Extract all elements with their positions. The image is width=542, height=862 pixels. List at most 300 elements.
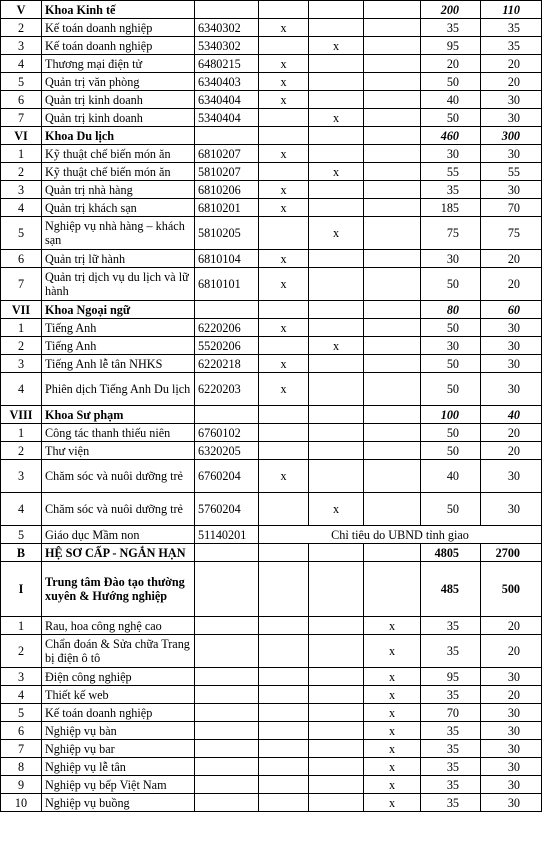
level-intermediate-mark-cell bbox=[309, 635, 364, 668]
program-name-cell: Chăm sóc và nuôi dưỡng trẻ bbox=[42, 460, 195, 493]
level-intermediate-mark-cell bbox=[309, 776, 364, 794]
program-name-cell: Khoa Ngoại ngữ bbox=[42, 301, 195, 319]
row-number-cell: 3 bbox=[1, 668, 42, 686]
program-name-cell: Quản trị kinh doanh bbox=[42, 91, 195, 109]
level-college-mark-cell bbox=[259, 617, 309, 635]
quota-target-cell: 20 bbox=[481, 686, 542, 704]
level-elementary-mark-cell bbox=[364, 355, 421, 373]
quota-target-cell: 30 bbox=[481, 181, 542, 199]
program-code-cell: 6810101 bbox=[195, 268, 259, 301]
program-code-cell: 5520206 bbox=[195, 337, 259, 355]
level-college-mark-cell: x bbox=[259, 199, 309, 217]
program-code-cell bbox=[195, 722, 259, 740]
level-intermediate-mark-cell bbox=[309, 668, 364, 686]
table-row bbox=[1, 373, 542, 406]
table-row bbox=[1, 37, 542, 55]
level-elementary-mark-cell bbox=[364, 55, 421, 73]
row-number-cell: 5 bbox=[1, 73, 42, 91]
quota-target-cell: 500 bbox=[481, 562, 542, 617]
level-intermediate-mark-cell bbox=[309, 722, 364, 740]
quota-target-cell: 30 bbox=[481, 758, 542, 776]
level-elementary-mark-cell bbox=[364, 163, 421, 181]
level-intermediate-mark-cell bbox=[309, 319, 364, 337]
program-name-cell: Kế toán doanh nghiệp bbox=[42, 704, 195, 722]
row-number-cell: 4 bbox=[1, 686, 42, 704]
quota-note-cell: Chỉ tiêu do UBND tỉnh giao bbox=[259, 526, 542, 544]
program-code-cell: 6340403 bbox=[195, 73, 259, 91]
level-elementary-mark-cell bbox=[364, 91, 421, 109]
program-name-cell: Quản trị kinh doanh bbox=[42, 109, 195, 127]
level-elementary-mark-cell bbox=[364, 301, 421, 319]
quota-target-cell: 30 bbox=[481, 722, 542, 740]
program-name-cell: Quản trị khách sạn bbox=[42, 199, 195, 217]
program-name-cell: Kế toán doanh nghiệp bbox=[42, 19, 195, 37]
program-code-cell: 5340302 bbox=[195, 37, 259, 55]
row-number-cell: 3 bbox=[1, 460, 42, 493]
table-row bbox=[1, 493, 542, 526]
row-number-cell: 5 bbox=[1, 704, 42, 722]
row-number-cell: 5 bbox=[1, 217, 42, 250]
level-intermediate-mark-cell bbox=[309, 424, 364, 442]
table-row bbox=[1, 704, 542, 722]
quota-target-cell: 30 bbox=[481, 91, 542, 109]
level-intermediate-mark-cell bbox=[309, 250, 364, 268]
level-college-mark-cell bbox=[259, 758, 309, 776]
level-college-mark-cell bbox=[259, 301, 309, 319]
level-intermediate-mark-cell bbox=[309, 686, 364, 704]
table-row bbox=[1, 199, 542, 217]
level-elementary-mark-cell bbox=[364, 562, 421, 617]
level-college-mark-cell bbox=[259, 217, 309, 250]
level-college-mark-cell bbox=[259, 109, 309, 127]
table-row bbox=[1, 794, 542, 812]
program-name-cell: Khoa Du lịch bbox=[42, 127, 195, 145]
level-elementary-mark-cell bbox=[364, 1, 421, 19]
level-intermediate-mark-cell bbox=[309, 406, 364, 424]
quota-target-cell: 30 bbox=[481, 794, 542, 812]
table-row bbox=[1, 217, 542, 250]
table-row bbox=[1, 268, 542, 301]
quota-total-cell: 35 bbox=[421, 617, 481, 635]
quota-total-cell: 50 bbox=[421, 442, 481, 460]
table-row bbox=[1, 635, 542, 668]
program-name-cell: Nghiệp vụ bàn bbox=[42, 722, 195, 740]
program-name-cell: Khoa Kinh tế bbox=[42, 1, 195, 19]
level-intermediate-mark-cell bbox=[309, 562, 364, 617]
level-elementary-mark-cell: x bbox=[364, 776, 421, 794]
level-elementary-mark-cell: x bbox=[364, 635, 421, 668]
level-intermediate-mark-cell bbox=[309, 442, 364, 460]
level-intermediate-mark-cell bbox=[309, 73, 364, 91]
program-code-cell: 5810205 bbox=[195, 217, 259, 250]
level-elementary-mark-cell: x bbox=[364, 686, 421, 704]
level-college-mark-cell: x bbox=[259, 55, 309, 73]
level-intermediate-mark-cell: x bbox=[309, 37, 364, 55]
quota-total-cell: 35 bbox=[421, 722, 481, 740]
quota-target-cell: 30 bbox=[481, 373, 542, 406]
quota-total-cell: 485 bbox=[421, 562, 481, 617]
program-name-cell: Thương mại điện tử bbox=[42, 55, 195, 73]
level-intermediate-mark-cell bbox=[309, 55, 364, 73]
table-row bbox=[1, 337, 542, 355]
row-number-cell: 2 bbox=[1, 337, 42, 355]
level-college-mark-cell: x bbox=[259, 91, 309, 109]
level-college-mark-cell: x bbox=[259, 460, 309, 493]
quota-target-cell: 30 bbox=[481, 337, 542, 355]
level-intermediate-mark-cell bbox=[309, 740, 364, 758]
table-row bbox=[1, 460, 542, 493]
program-name-cell: Kế toán doanh nghiệp bbox=[42, 37, 195, 55]
quota-target-cell: 30 bbox=[481, 460, 542, 493]
level-college-mark-cell bbox=[259, 704, 309, 722]
program-code-cell bbox=[195, 704, 259, 722]
program-code-cell bbox=[195, 562, 259, 617]
quota-target-cell: 30 bbox=[481, 493, 542, 526]
program-code-cell: 6760102 bbox=[195, 424, 259, 442]
quota-target-cell: 40 bbox=[481, 406, 542, 424]
table-row bbox=[1, 73, 542, 91]
level-college-mark-cell: x bbox=[259, 268, 309, 301]
program-name-cell: Kỹ thuật chế biến món ăn bbox=[42, 145, 195, 163]
row-number-cell: 3 bbox=[1, 355, 42, 373]
row-number-cell: 4 bbox=[1, 199, 42, 217]
program-code-cell bbox=[195, 686, 259, 704]
row-number-cell: V bbox=[1, 1, 42, 19]
program-name-cell: Điện công nghiệp bbox=[42, 668, 195, 686]
level-college-mark-cell bbox=[259, 776, 309, 794]
section-row bbox=[1, 127, 542, 145]
row-number-cell: VII bbox=[1, 301, 42, 319]
level-college-mark-cell: x bbox=[259, 181, 309, 199]
program-name-cell: Tiếng Anh bbox=[42, 319, 195, 337]
quota-target-cell: 30 bbox=[481, 740, 542, 758]
quota-target-cell: 20 bbox=[481, 268, 542, 301]
program-name-cell: Chẩn đoán & Sửa chữa Trang bị điện ô tô bbox=[42, 635, 195, 668]
row-number-cell: 3 bbox=[1, 37, 42, 55]
program-code-cell: 6480215 bbox=[195, 55, 259, 73]
program-name-cell: Nghiệp vụ lễ tân bbox=[42, 758, 195, 776]
row-number-cell: 6 bbox=[1, 91, 42, 109]
section-row bbox=[1, 301, 542, 319]
quota-total-cell: 40 bbox=[421, 91, 481, 109]
level-intermediate-mark-cell bbox=[309, 704, 364, 722]
quota-target-cell: 2700 bbox=[481, 544, 542, 562]
quota-target-cell: 20 bbox=[481, 442, 542, 460]
level-college-mark-cell: x bbox=[259, 355, 309, 373]
level-elementary-mark-cell bbox=[364, 424, 421, 442]
quota-total-cell: 95 bbox=[421, 668, 481, 686]
quota-total-cell: 70 bbox=[421, 704, 481, 722]
level-college-mark-cell bbox=[259, 442, 309, 460]
group-row bbox=[1, 544, 542, 562]
program-name-cell: Quản trị dịch vụ du lịch và lữ hành bbox=[42, 268, 195, 301]
row-number-cell: VI bbox=[1, 127, 42, 145]
row-number-cell: 1 bbox=[1, 424, 42, 442]
quota-total-cell: 30 bbox=[421, 250, 481, 268]
row-number-cell: 6 bbox=[1, 722, 42, 740]
program-code-cell: 5810207 bbox=[195, 163, 259, 181]
level-college-mark-cell: x bbox=[259, 19, 309, 37]
level-intermediate-mark-cell: x bbox=[309, 163, 364, 181]
level-elementary-mark-cell bbox=[364, 337, 421, 355]
row-number-cell: 2 bbox=[1, 19, 42, 37]
level-elementary-mark-cell: x bbox=[364, 722, 421, 740]
program-name-cell: Chăm sóc và nuôi dưỡng trẻ bbox=[42, 493, 195, 526]
quota-total-cell: 50 bbox=[421, 319, 481, 337]
program-name-cell: Nghiệp vụ bếp Việt Nam bbox=[42, 776, 195, 794]
level-college-mark-cell bbox=[259, 794, 309, 812]
quota-total-cell: 4805 bbox=[421, 544, 481, 562]
program-code-cell: 6340404 bbox=[195, 91, 259, 109]
section-row bbox=[1, 1, 542, 19]
program-name-cell: Nghiệp vụ bar bbox=[42, 740, 195, 758]
quota-total-cell: 185 bbox=[421, 199, 481, 217]
row-number-cell: 1 bbox=[1, 145, 42, 163]
program-code-cell: 51140201 bbox=[195, 526, 259, 544]
level-intermediate-mark-cell: x bbox=[309, 109, 364, 127]
quota-target-cell: 20 bbox=[481, 635, 542, 668]
row-number-cell: 6 bbox=[1, 250, 42, 268]
quota-target-cell: 110 bbox=[481, 1, 542, 19]
quota-target-cell: 70 bbox=[481, 199, 542, 217]
level-college-mark-cell bbox=[259, 493, 309, 526]
quota-total-cell: 50 bbox=[421, 268, 481, 301]
quota-total-cell: 35 bbox=[421, 181, 481, 199]
level-college-mark-cell bbox=[259, 337, 309, 355]
level-elementary-mark-cell bbox=[364, 109, 421, 127]
quota-total-cell: 100 bbox=[421, 406, 481, 424]
table-row bbox=[1, 109, 542, 127]
level-elementary-mark-cell bbox=[364, 406, 421, 424]
program-code-cell: 6810206 bbox=[195, 181, 259, 199]
level-intermediate-mark-cell bbox=[309, 373, 364, 406]
program-code-cell: 6220218 bbox=[195, 355, 259, 373]
program-code-cell: 6320205 bbox=[195, 442, 259, 460]
row-number-cell: 2 bbox=[1, 163, 42, 181]
quota-total-cell: 50 bbox=[421, 109, 481, 127]
table-row bbox=[1, 740, 542, 758]
quota-target-cell: 30 bbox=[481, 319, 542, 337]
program-code-cell bbox=[195, 1, 259, 19]
program-code-cell bbox=[195, 668, 259, 686]
quota-target-cell: 55 bbox=[481, 163, 542, 181]
program-code-cell: 6340302 bbox=[195, 19, 259, 37]
quota-target-cell: 30 bbox=[481, 776, 542, 794]
table-row bbox=[1, 424, 542, 442]
quota-total-cell: 200 bbox=[421, 1, 481, 19]
program-code-cell: 6810104 bbox=[195, 250, 259, 268]
program-name-cell: Thư viện bbox=[42, 442, 195, 460]
table-row bbox=[1, 442, 542, 460]
quota-target-cell: 20 bbox=[481, 73, 542, 91]
level-college-mark-cell bbox=[259, 686, 309, 704]
program-code-cell: 5760204 bbox=[195, 493, 259, 526]
level-intermediate-mark-cell bbox=[309, 301, 364, 319]
row-number-cell: 2 bbox=[1, 442, 42, 460]
program-code-cell bbox=[195, 617, 259, 635]
program-name-cell: Phiên dịch Tiếng Anh Du lịch bbox=[42, 373, 195, 406]
level-college-mark-cell: x bbox=[259, 373, 309, 406]
level-intermediate-mark-cell bbox=[309, 181, 364, 199]
level-college-mark-cell: x bbox=[259, 145, 309, 163]
level-college-mark-cell bbox=[259, 37, 309, 55]
table-row bbox=[1, 145, 542, 163]
quota-total-cell: 30 bbox=[421, 145, 481, 163]
level-elementary-mark-cell bbox=[364, 250, 421, 268]
table-row bbox=[1, 181, 542, 199]
program-name-cell: Giáo dục Mầm non bbox=[42, 526, 195, 544]
level-college-mark-cell bbox=[259, 1, 309, 19]
level-elementary-mark-cell bbox=[364, 145, 421, 163]
row-number-cell: 3 bbox=[1, 181, 42, 199]
quota-total-cell: 80 bbox=[421, 301, 481, 319]
quota-total-cell: 50 bbox=[421, 373, 481, 406]
table-row bbox=[1, 355, 542, 373]
quota-target-cell: 300 bbox=[481, 127, 542, 145]
program-code-cell bbox=[195, 794, 259, 812]
quota-total-cell: 30 bbox=[421, 337, 481, 355]
level-intermediate-mark-cell bbox=[309, 127, 364, 145]
program-name-cell: Rau, hoa công nghệ cao bbox=[42, 617, 195, 635]
row-number-cell: 9 bbox=[1, 776, 42, 794]
level-intermediate-mark-cell bbox=[309, 794, 364, 812]
row-number-cell: B bbox=[1, 544, 42, 562]
level-elementary-mark-cell bbox=[364, 181, 421, 199]
level-intermediate-mark-cell bbox=[309, 460, 364, 493]
table-row bbox=[1, 163, 542, 181]
program-code-cell bbox=[195, 301, 259, 319]
table-row bbox=[1, 686, 542, 704]
row-number-cell: 10 bbox=[1, 794, 42, 812]
quota-total-cell: 75 bbox=[421, 217, 481, 250]
row-number-cell: 4 bbox=[1, 55, 42, 73]
level-college-mark-cell: x bbox=[259, 250, 309, 268]
level-intermediate-mark-cell: x bbox=[309, 217, 364, 250]
level-college-mark-cell bbox=[259, 635, 309, 668]
quota-total-cell: 50 bbox=[421, 73, 481, 91]
level-college-mark-cell bbox=[259, 722, 309, 740]
row-number-cell: 4 bbox=[1, 493, 42, 526]
program-code-cell: 6760204 bbox=[195, 460, 259, 493]
program-code-cell: 6810207 bbox=[195, 145, 259, 163]
program-code-cell bbox=[195, 406, 259, 424]
quota-total-cell: 50 bbox=[421, 493, 481, 526]
level-intermediate-mark-cell bbox=[309, 91, 364, 109]
quota-target-cell: 20 bbox=[481, 617, 542, 635]
row-number-cell: 7 bbox=[1, 740, 42, 758]
program-code-cell: 6220206 bbox=[195, 319, 259, 337]
level-elementary-mark-cell: x bbox=[364, 794, 421, 812]
quota-target-cell: 30 bbox=[481, 109, 542, 127]
level-elementary-mark-cell bbox=[364, 73, 421, 91]
level-elementary-mark-cell bbox=[364, 217, 421, 250]
program-name-cell: Quản trị nhà hàng bbox=[42, 181, 195, 199]
level-college-mark-cell bbox=[259, 163, 309, 181]
table-row bbox=[1, 319, 542, 337]
quota-total-cell: 35 bbox=[421, 635, 481, 668]
program-code-cell bbox=[195, 635, 259, 668]
level-elementary-mark-cell bbox=[364, 319, 421, 337]
program-name-cell: Kỹ thuật chế biến món ăn bbox=[42, 163, 195, 181]
quota-target-cell: 30 bbox=[481, 704, 542, 722]
level-college-mark-cell bbox=[259, 740, 309, 758]
row-number-cell: 1 bbox=[1, 319, 42, 337]
table-row bbox=[1, 776, 542, 794]
quota-total-cell: 35 bbox=[421, 19, 481, 37]
level-college-mark-cell: x bbox=[259, 319, 309, 337]
level-college-mark-cell bbox=[259, 562, 309, 617]
level-college-mark-cell bbox=[259, 544, 309, 562]
quota-total-cell: 460 bbox=[421, 127, 481, 145]
quota-target-cell: 30 bbox=[481, 668, 542, 686]
quota-total-cell: 35 bbox=[421, 758, 481, 776]
table-row bbox=[1, 722, 542, 740]
level-intermediate-mark-cell bbox=[309, 199, 364, 217]
program-name-cell: Khoa Sư phạm bbox=[42, 406, 195, 424]
quota-total-cell: 35 bbox=[421, 776, 481, 794]
level-elementary-mark-cell bbox=[364, 460, 421, 493]
level-intermediate-mark-cell bbox=[309, 145, 364, 163]
table-row bbox=[1, 617, 542, 635]
program-name-cell: Trung tâm Đào tạo thường xuyên & Hướng nghiệp bbox=[42, 562, 195, 617]
program-code-cell: 6220203 bbox=[195, 373, 259, 406]
row-number-cell: 2 bbox=[1, 635, 42, 668]
level-intermediate-mark-cell: x bbox=[309, 493, 364, 526]
quota-target-cell: 20 bbox=[481, 55, 542, 73]
program-name-cell: Tiếng Anh lễ tân NHKS bbox=[42, 355, 195, 373]
program-name-cell: Công tác thanh thiếu niên bbox=[42, 424, 195, 442]
program-name-cell: Quản trị lữ hành bbox=[42, 250, 195, 268]
quota-total-cell: 35 bbox=[421, 740, 481, 758]
section-row bbox=[1, 406, 542, 424]
program-code-cell: 5340404 bbox=[195, 109, 259, 127]
level-elementary-mark-cell: x bbox=[364, 668, 421, 686]
level-elementary-mark-cell bbox=[364, 373, 421, 406]
quota-total-cell: 35 bbox=[421, 794, 481, 812]
level-intermediate-mark-cell bbox=[309, 19, 364, 37]
level-intermediate-mark-cell bbox=[309, 1, 364, 19]
quota-target-cell: 20 bbox=[481, 250, 542, 268]
level-elementary-mark-cell: x bbox=[364, 740, 421, 758]
program-name-cell: HỆ SƠ CẤP - NGẮN HẠN bbox=[42, 544, 195, 562]
program-name-cell: Thiết kế web bbox=[42, 686, 195, 704]
level-intermediate-mark-cell bbox=[309, 617, 364, 635]
row-number-cell: 5 bbox=[1, 526, 42, 544]
quota-total-cell: 20 bbox=[421, 55, 481, 73]
program-name-cell: Quản trị văn phòng bbox=[42, 73, 195, 91]
row-number-cell: I bbox=[1, 562, 42, 617]
quota-total-cell: 50 bbox=[421, 424, 481, 442]
level-intermediate-mark-cell bbox=[309, 268, 364, 301]
row-number-cell: 8 bbox=[1, 758, 42, 776]
level-intermediate-mark-cell: x bbox=[309, 337, 364, 355]
row-number-cell: 7 bbox=[1, 109, 42, 127]
program-code-cell bbox=[195, 740, 259, 758]
table-row bbox=[1, 250, 542, 268]
level-college-mark-cell bbox=[259, 424, 309, 442]
level-elementary-mark-cell bbox=[364, 544, 421, 562]
table-row bbox=[1, 668, 542, 686]
program-name-cell: Nghiệp vụ nhà hàng – khách sạn bbox=[42, 217, 195, 250]
level-elementary-mark-cell bbox=[364, 19, 421, 37]
table-body bbox=[1, 1, 542, 812]
level-elementary-mark-cell bbox=[364, 127, 421, 145]
quota-total-cell: 35 bbox=[421, 686, 481, 704]
level-elementary-mark-cell: x bbox=[364, 758, 421, 776]
row-number-cell: 1 bbox=[1, 617, 42, 635]
quota-target-cell: 30 bbox=[481, 355, 542, 373]
table-row bbox=[1, 526, 542, 544]
